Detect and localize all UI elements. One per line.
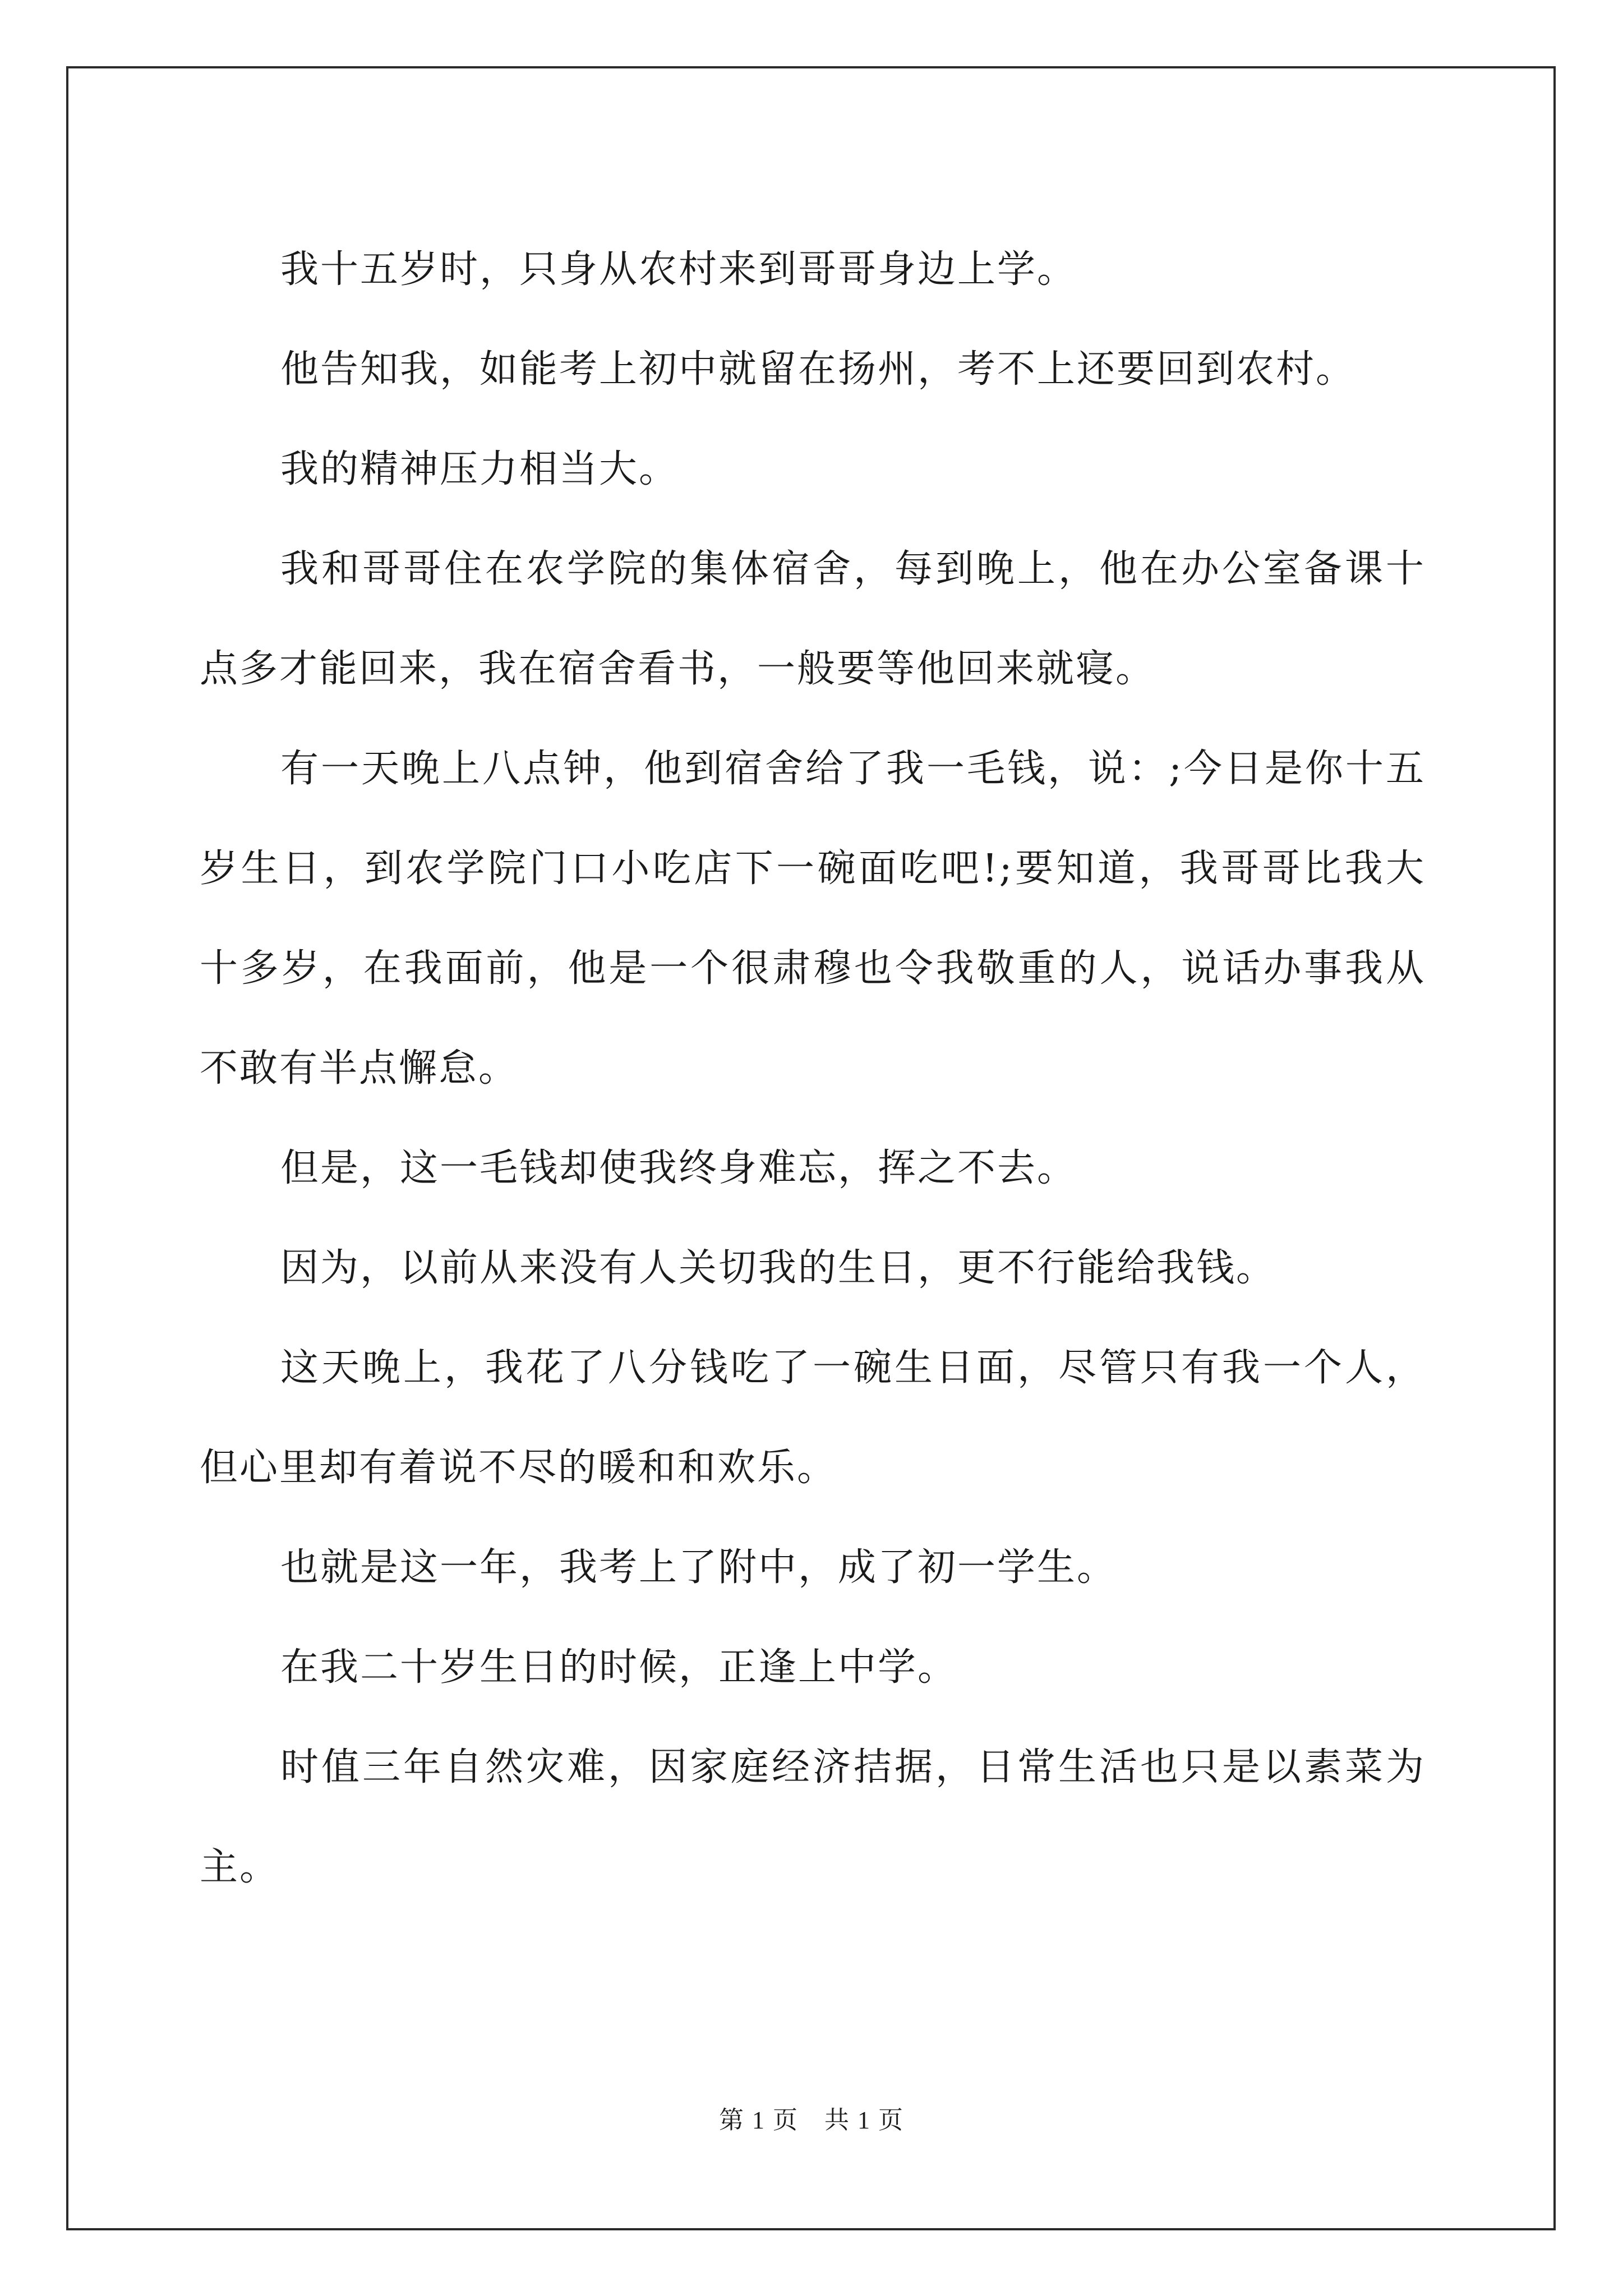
paragraph: 也就是这一年，我考上了附中，成了初一学生。	[280, 1545, 1117, 1590]
paragraph: 这天晚上，我花了八分钱吃了一碗生日面，尽管只有我一个人，但心里却有着说不尽的暖和和欢乐。	[200, 1346, 1426, 1490]
paragraph: 时值三年自然灾难，因家庭经济拮据，日常生活也只是以素菜为主。	[200, 1745, 1426, 1889]
paragraph: 我和哥哥住在农学院的集体宿舍，每到晚上，他在办公室备课十点多才能回来，我在宿舍看书，一般要等他回来就寝。	[200, 547, 1426, 691]
paragraph: 我的精神压力相当大。	[280, 447, 679, 491]
document-body	[200, 220, 1426, 1917]
paragraph: 我十五岁时，只身从农村来到哥哥身边上学。	[280, 247, 1077, 292]
paragraph: 在我二十岁生日的时候，正逢上中学。	[280, 1645, 958, 1690]
paragraph: 他告知我，如能考上初中就留在扬州，考不上还要回到农村。	[280, 347, 1356, 392]
page-number-footer: 第 1 页 共 1 页	[719, 2106, 904, 2134]
paragraph: 因为，以前从来没有人关切我的生日，更不行能给我钱。	[280, 1246, 1276, 1290]
paragraph: 但是，这一毛钱却使我终身难忘，挥之不去。	[280, 1146, 1077, 1190]
paragraph: 有一天晚上八点钟，他到宿舍给了我一毛钱，说：;今日是你十五岁生日，到农学院门口小吃店下一碗面吃吧!;要知道，我哥哥比我大十多岁，在我面前，他是一个很肃穆也令我敬重的人，说话办事我从不敢有半点懈怠。	[200, 747, 1426, 1091]
